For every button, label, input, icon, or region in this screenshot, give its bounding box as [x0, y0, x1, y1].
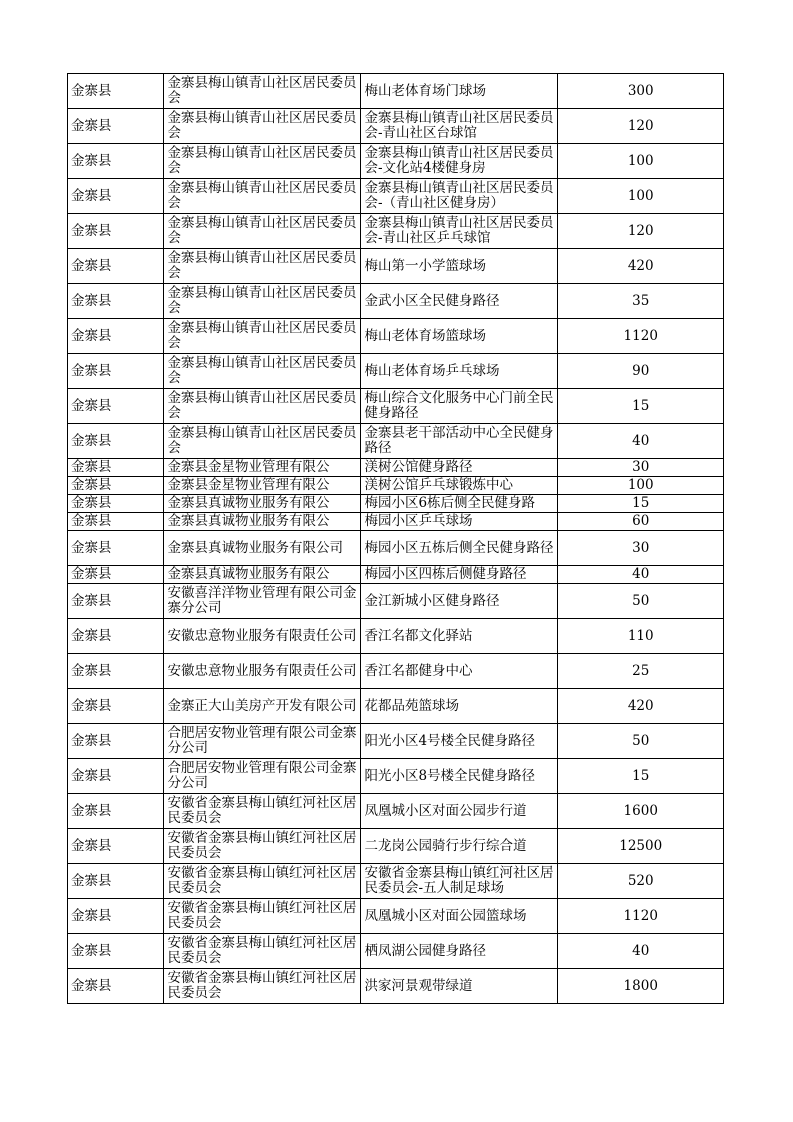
unit-cell: 金寨县梅山镇青山社区居民委员会 — [164, 179, 361, 214]
table-row — [68, 829, 724, 864]
venue-cell: 阳光小区8号楼全民健身路径 — [361, 759, 558, 794]
unit-cell: 安徽省金寨县梅山镇红河社区居民委员会 — [164, 899, 361, 934]
value-cell: 1600 — [558, 794, 724, 829]
venue-table — [67, 73, 724, 1004]
unit-cell: 安徽喜洋洋物业管理有限公司金寨分公司 — [164, 584, 361, 619]
venue-cell: 渼树公馆健身路径 — [361, 459, 558, 477]
venue-cell: 梅山老体育场门球场 — [361, 74, 558, 109]
county-cell: 金寨县 — [68, 899, 164, 934]
unit-cell: 金寨县梅山镇青山社区居民委员会 — [164, 214, 361, 249]
venue-cell: 梅山第一小学篮球场 — [361, 249, 558, 284]
unit-cell: 金寨县梅山镇青山社区居民委员会 — [164, 389, 361, 424]
unit-cell: 金寨县真诚物业服务有限公司 — [164, 531, 361, 566]
unit-cell: 金寨县真诚物业服务有限公 — [164, 566, 361, 584]
value-cell: 40 — [558, 934, 724, 969]
venue-cell: 梅园小区四栋后侧健身路径 — [361, 566, 558, 584]
value-cell: 100 — [558, 477, 724, 495]
county-cell: 金寨县 — [68, 284, 164, 319]
unit-cell: 金寨县梅山镇青山社区居民委员会 — [164, 74, 361, 109]
county-cell: 金寨县 — [68, 319, 164, 354]
table-row — [68, 724, 724, 759]
county-cell: 金寨县 — [68, 689, 164, 724]
county-cell: 金寨县 — [68, 354, 164, 389]
value-cell: 50 — [558, 584, 724, 619]
venue-cell: 梅园小区乒乓球场 — [361, 513, 558, 531]
unit-cell: 安徽忠意物业服务有限责任公司 — [164, 654, 361, 689]
table-row — [68, 531, 724, 566]
county-cell: 金寨县 — [68, 829, 164, 864]
venue-cell: 金武小区全民健身路径 — [361, 284, 558, 319]
table-row — [68, 477, 724, 495]
unit-cell: 金寨县梅山镇青山社区居民委员会 — [164, 319, 361, 354]
table-row — [68, 584, 724, 619]
venue-cell: 安徽省金寨县梅山镇红河社区居民委员会-五人制足球场 — [361, 864, 558, 899]
county-cell: 金寨县 — [68, 724, 164, 759]
table-row — [68, 249, 724, 284]
table-row — [68, 319, 724, 354]
county-cell: 金寨县 — [68, 794, 164, 829]
venue-cell: 香江名都文化驿站 — [361, 619, 558, 654]
venue-cell: 渼树公馆乒乓球锻炼中心 — [361, 477, 558, 495]
county-cell: 金寨县 — [68, 389, 164, 424]
county-cell: 金寨县 — [68, 934, 164, 969]
county-cell: 金寨县 — [68, 424, 164, 459]
value-cell: 120 — [558, 109, 724, 144]
value-cell: 50 — [558, 724, 724, 759]
value-cell: 1120 — [558, 319, 724, 354]
value-cell: 30 — [558, 459, 724, 477]
unit-cell: 金寨县真诚物业服务有限公 — [164, 513, 361, 531]
venue-cell: 栖凤湖公园健身路径 — [361, 934, 558, 969]
value-cell: 35 — [558, 284, 724, 319]
unit-cell: 金寨县金星物业管理有限公 — [164, 477, 361, 495]
value-cell: 25 — [558, 654, 724, 689]
county-cell: 金寨县 — [68, 654, 164, 689]
table-row — [68, 794, 724, 829]
county-cell: 金寨县 — [68, 566, 164, 584]
venue-cell: 金寨县梅山镇青山社区居民委员会-文化站4楼健身房 — [361, 144, 558, 179]
value-cell: 520 — [558, 864, 724, 899]
unit-cell: 安徽省金寨县梅山镇红河社区居民委员会 — [164, 864, 361, 899]
county-cell: 金寨县 — [68, 531, 164, 566]
venue-cell: 金寨县梅山镇青山社区居民委员会-青山社区乒乓球馆 — [361, 214, 558, 249]
value-cell: 15 — [558, 759, 724, 794]
unit-cell: 金寨县梅山镇青山社区居民委员会 — [164, 109, 361, 144]
value-cell: 100 — [558, 144, 724, 179]
table-row — [68, 689, 724, 724]
venue-cell: 梅山综合文化服务中心门前全民健身路径 — [361, 389, 558, 424]
unit-cell: 金寨县金星物业管理有限公 — [164, 459, 361, 477]
unit-cell: 金寨县梅山镇青山社区居民委员会 — [164, 284, 361, 319]
value-cell: 60 — [558, 513, 724, 531]
value-cell: 1800 — [558, 969, 724, 1004]
value-cell: 40 — [558, 424, 724, 459]
venue-cell: 凤凰城小区对面公园步行道 — [361, 794, 558, 829]
unit-cell: 安徽省金寨县梅山镇红河社区居民委员会 — [164, 969, 361, 1004]
county-cell: 金寨县 — [68, 513, 164, 531]
venue-cell: 金寨县梅山镇青山社区居民委员会-（青山社区健身房） — [361, 179, 558, 214]
unit-cell: 金寨县梅山镇青山社区居民委员会 — [164, 249, 361, 284]
unit-cell: 安徽省金寨县梅山镇红河社区居民委员会 — [164, 934, 361, 969]
unit-cell: 金寨县梅山镇青山社区居民委员会 — [164, 354, 361, 389]
unit-cell: 金寨县真诚物业服务有限公 — [164, 495, 361, 513]
unit-cell: 合肥居安物业管理有限公司金寨分公司 — [164, 759, 361, 794]
table-row — [68, 354, 724, 389]
county-cell: 金寨县 — [68, 584, 164, 619]
value-cell: 300 — [558, 74, 724, 109]
county-cell: 金寨县 — [68, 74, 164, 109]
table-row — [68, 424, 724, 459]
county-cell: 金寨县 — [68, 619, 164, 654]
table-row — [68, 934, 724, 969]
venue-cell: 二龙岗公园骑行步行综合道 — [361, 829, 558, 864]
table-row — [68, 899, 724, 934]
county-cell: 金寨县 — [68, 179, 164, 214]
table-row — [68, 969, 724, 1004]
value-cell: 1120 — [558, 899, 724, 934]
venue-cell: 梅山老体育场篮球场 — [361, 319, 558, 354]
table-row — [68, 759, 724, 794]
county-cell: 金寨县 — [68, 109, 164, 144]
venue-cell: 梅园小区五栋后侧全民健身路径 — [361, 531, 558, 566]
county-cell: 金寨县 — [68, 864, 164, 899]
venue-cell: 梅园小区6栋后侧全民健身路 — [361, 495, 558, 513]
table-row — [68, 284, 724, 319]
table-row — [68, 179, 724, 214]
unit-cell: 金寨正大山美房产开发有限公司 — [164, 689, 361, 724]
table-row — [68, 144, 724, 179]
unit-cell: 安徽省金寨县梅山镇红河社区居民委员会 — [164, 794, 361, 829]
venue-cell: 阳光小区4号楼全民健身路径 — [361, 724, 558, 759]
table-row — [68, 654, 724, 689]
county-cell: 金寨县 — [68, 759, 164, 794]
value-cell: 12500 — [558, 829, 724, 864]
table-body — [68, 74, 724, 1004]
value-cell: 120 — [558, 214, 724, 249]
county-cell: 金寨县 — [68, 249, 164, 284]
county-cell: 金寨县 — [68, 459, 164, 477]
county-cell: 金寨县 — [68, 477, 164, 495]
venue-cell: 金江新城小区健身路径 — [361, 584, 558, 619]
table-row — [68, 513, 724, 531]
value-cell: 110 — [558, 619, 724, 654]
unit-cell: 金寨县梅山镇青山社区居民委员会 — [164, 144, 361, 179]
table-row — [68, 389, 724, 424]
table-row — [68, 619, 724, 654]
venue-cell: 洪家河景观带绿道 — [361, 969, 558, 1004]
value-cell: 420 — [558, 249, 724, 284]
unit-cell: 合肥居安物业管理有限公司金寨分公司 — [164, 724, 361, 759]
value-cell: 15 — [558, 495, 724, 513]
venue-cell: 香江名都健身中心 — [361, 654, 558, 689]
venue-cell: 金寨县梅山镇青山社区居民委员会-青山社区台球馆 — [361, 109, 558, 144]
county-cell: 金寨县 — [68, 969, 164, 1004]
county-cell: 金寨县 — [68, 214, 164, 249]
unit-cell: 金寨县梅山镇青山社区居民委员会 — [164, 424, 361, 459]
value-cell: 90 — [558, 354, 724, 389]
value-cell: 15 — [558, 389, 724, 424]
value-cell: 30 — [558, 531, 724, 566]
county-cell: 金寨县 — [68, 495, 164, 513]
unit-cell: 安徽省金寨县梅山镇红河社区居民委员会 — [164, 829, 361, 864]
venue-cell: 花都品苑篮球场 — [361, 689, 558, 724]
table-row — [68, 109, 724, 144]
table-row — [68, 459, 724, 477]
table-row — [68, 214, 724, 249]
value-cell: 100 — [558, 179, 724, 214]
unit-cell: 安徽忠意物业服务有限责任公司 — [164, 619, 361, 654]
venue-cell: 金寨县老干部活动中心全民健身路径 — [361, 424, 558, 459]
value-cell: 40 — [558, 566, 724, 584]
table-row — [68, 495, 724, 513]
county-cell: 金寨县 — [68, 144, 164, 179]
table-row — [68, 566, 724, 584]
venue-cell: 梅山老体育场乒乓球场 — [361, 354, 558, 389]
venue-cell: 凤凰城小区对面公园篮球场 — [361, 899, 558, 934]
value-cell: 420 — [558, 689, 724, 724]
table-row — [68, 74, 724, 109]
table-row — [68, 864, 724, 899]
